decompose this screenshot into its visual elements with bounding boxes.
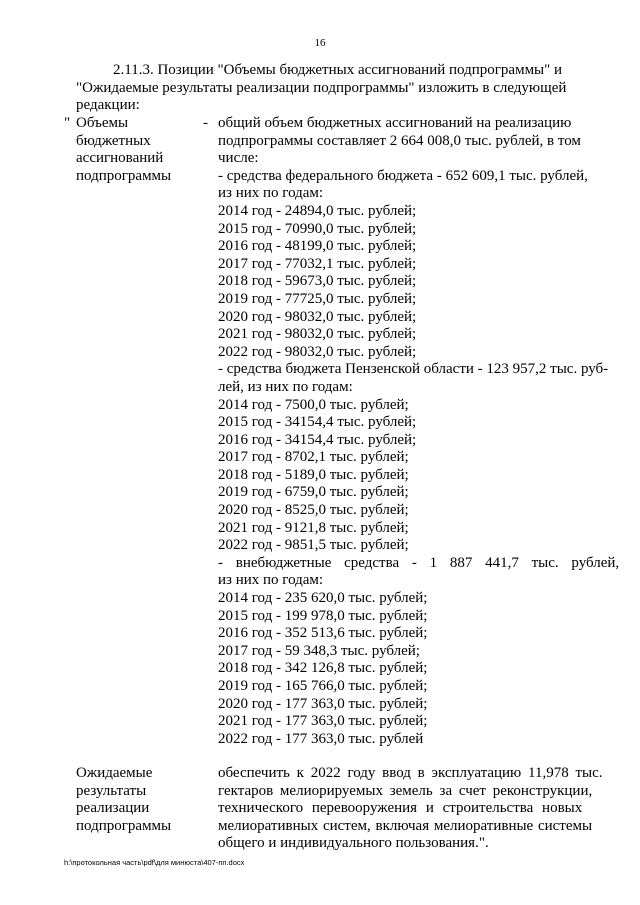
regional-year: 2019 год - 6759,0 тыс. рублей; (218, 484, 409, 501)
extra-year: 2017 год - 59 348,3 тыс. рублей; (218, 642, 420, 659)
row2-content (218, 765, 603, 853)
federal-line: - средства федерального бюджета - 652 609,1 тыс. рублей, (218, 167, 588, 184)
file-path-footer: h:\протокольная часть\pdf\для минюста\407-пп.docx (64, 858, 245, 867)
total-line: общий объем бюджетных ассигнований на реализацию (218, 115, 572, 131)
federal-year: 2018 год - 59673,0 тыс. рублей; (218, 273, 417, 290)
federal-year: 2015 год - 70990,0 тыс. рублей; (218, 220, 417, 237)
regional-year: 2020 год - 8525,0 тыс. рублей; (218, 502, 409, 519)
extra-year: 2016 год - 352 513,6 тыс. рублей; (218, 625, 428, 642)
row1-label-line: бюджетных (76, 132, 151, 149)
federal-year: 2022 год - 98032,0 тыс. рублей; (218, 343, 417, 360)
row1-label (64, 115, 196, 185)
intro-line: редакции: (76, 97, 140, 114)
regional-year: 2018 год - 5189,0 тыс. рублей; (218, 466, 409, 483)
row1-dash: - (203, 115, 208, 131)
row2-label (64, 765, 208, 835)
extra-line: - внебюджетные средства - 1 887 441,7 тыс. рублей, (218, 554, 620, 571)
federal-year: 2016 год - 48199,0 тыс. рублей; (218, 238, 417, 255)
federal-year: 2021 год - 98032,0 тыс. рублей; (218, 326, 417, 343)
federal-line: из них по годам: (218, 185, 324, 202)
row1-label-line: Объемы (76, 115, 129, 131)
open-quote: " (64, 115, 71, 131)
results-line: мелиоративных систем, включая мелиоративные системы (218, 817, 593, 834)
results-line: гектаров мелиорируемых земель за счет реконструкции, (218, 782, 593, 799)
results-line: обеспечить к 2022 году ввод в эксплуатацию 11,978 тыс. (218, 765, 603, 781)
regional-year: 2016 год - 34154,4 тыс. рублей; (218, 431, 417, 448)
row2-label-line: результаты (76, 782, 147, 799)
federal-year: 2017 год - 77032,1 тыс. рублей; (218, 255, 417, 272)
regional-line: - средства бюджета Пензенской области - 123 957,2 тыс. руб- (218, 361, 609, 378)
intro-line: "Ожидаемые результаты реализации подпрограммы" изложить в следующей (76, 79, 567, 96)
results-line: технического перевооружения и строительства новых (218, 800, 583, 817)
regional-year: 2017 год - 8702,1 тыс. рублей; (218, 449, 409, 466)
row1-content (218, 115, 620, 748)
row1-label-line: ассигнований (76, 150, 164, 167)
federal-year: 2019 год - 77725,0 тыс. рублей; (218, 290, 417, 307)
regional-line: лей, из них по годам: (218, 378, 353, 395)
row2-label-line: реализации (76, 800, 150, 817)
extra-year: 2014 год - 235 620,0 тыс. рублей; (218, 590, 428, 607)
extra-line: из них по годам: (218, 572, 324, 589)
extra-year: 2021 год - 177 363,0 тыс. рублей; (218, 713, 428, 730)
extra-year: 2018 год - 342 126,8 тыс. рублей; (218, 660, 428, 677)
extra-year: 2022 год - 177 363,0 тыс. рублей (218, 730, 424, 747)
row1-label-line: подпрограммы (76, 167, 172, 184)
extra-year: 2015 год - 199 978,0 тыс. рублей; (218, 607, 428, 624)
page-number: 16 (314, 37, 326, 49)
regional-year: 2014 год - 7500,0 тыс. рублей; (218, 396, 409, 413)
federal-year: 2014 год - 24894,0 тыс. рублей; (218, 202, 417, 219)
row2-label-line: Ожидаемые (76, 765, 153, 781)
regional-year: 2021 год - 9121,8 тыс. рублей; (218, 519, 409, 536)
regional-year: 2022 год - 9851,5 тыс. рублей; (218, 537, 409, 554)
regional-year: 2015 год - 34154,4 тыс. рублей; (218, 414, 417, 431)
extra-year: 2020 год - 177 363,0 тыс. рублей; (218, 695, 428, 712)
intro-paragraph (76, 62, 600, 115)
total-line: подпрограммы составляет 2 664 008,0 тыс. рублей, в том (218, 132, 581, 149)
total-line: числе: (218, 150, 259, 167)
results-line: общего и индивидуального пользования.". (218, 835, 489, 852)
intro-line: 2.11.3. Позиции "Объемы бюджетных ассигнований подпрограммы" и (113, 62, 563, 78)
federal-year: 2020 год - 98032,0 тыс. рублей; (218, 308, 417, 325)
extra-year: 2019 год - 165 766,0 тыс. рублей; (218, 678, 428, 694)
row2-label-line: подпрограммы (76, 817, 172, 834)
